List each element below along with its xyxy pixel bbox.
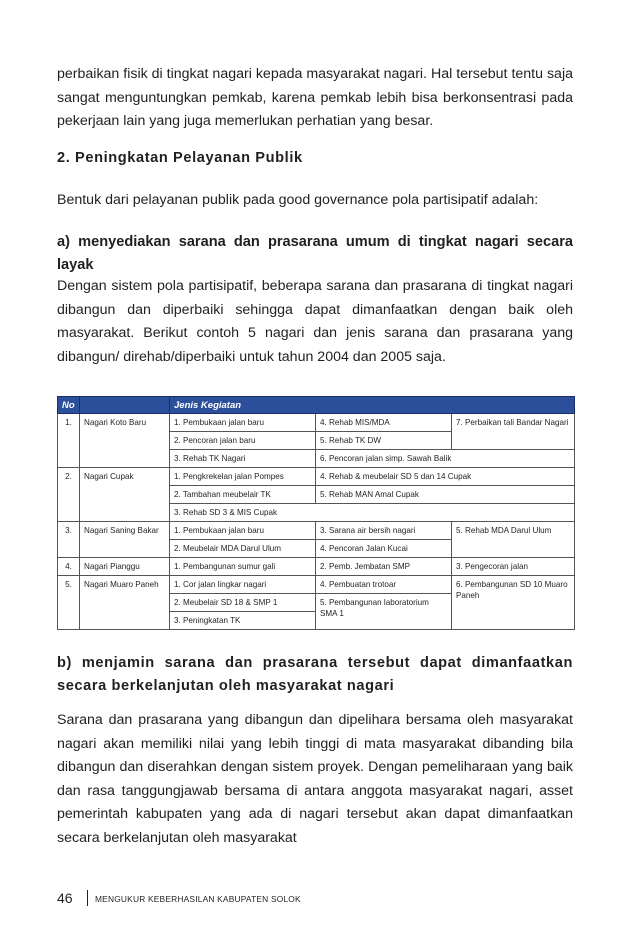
cell-activity: 3. Sarana air bersih nagari — [316, 522, 452, 540]
cell-activity: 5. Rehab MDA Darul Ulum — [452, 522, 575, 558]
header-jenis-kegiatan: Jenis Kegiatan — [170, 397, 575, 414]
footer-divider — [87, 890, 88, 906]
table-row — [58, 414, 575, 432]
section-heading-text: 2. Peningkatan Pelayanan Publik — [57, 150, 303, 166]
cell-activity: 4. Pembuatan trotoar — [316, 576, 452, 594]
paragraph-partisipatif — [57, 275, 573, 369]
header-spacer — [80, 397, 170, 414]
cell-nagari: Nagari Saning Bakar — [80, 522, 170, 558]
cell-no: 4. — [58, 558, 80, 576]
cell-activity: 3. Rehab TK Nagari — [170, 450, 316, 468]
subheading-a — [57, 231, 573, 277]
cell-activity: 4. Rehab MIS/MDA — [316, 414, 452, 432]
cell-activity: 2. Meubelair SD 18 & SMP 1 — [170, 594, 316, 612]
cell-activity: 4. Pencoran Jalan Kucai — [316, 540, 452, 558]
paragraph-berkelanjutan-text: Sarana dan prasarana yang dibangun dan dipelihara bersama oleh masyarakat nagari akan memiliki nilai yang lebih tinggi di mata masyarakat dibanding bila dibangun dan diserahkan dengan sistem proyek. Dengan pemeliharaan yang baik dan rasa tanggungjawab bersama di antara anggota masyarakat nagari, asset pemerintah kabupaten yang ada di nagari tersebut akan dapat dimanfaatkan secara berkelanjutan oleh masyarakat — [57, 712, 573, 846]
cell-activity: 1. Pembukaan jalan baru — [170, 522, 316, 540]
cell-activity: 3. Pengecoran jalan — [452, 558, 575, 576]
cell-activity: 5. Rehab TK DW — [316, 432, 452, 450]
paragraph-pelayanan-text: Bentuk dari pelayanan publik pada good governance pola partisipatif adalah: — [57, 192, 539, 208]
cell-activity: 5. Pembangunan laboratorium SMA 1 — [316, 594, 452, 630]
cell-activity: 2. Tambahan meubelair TK — [170, 486, 316, 504]
table-header-row — [58, 397, 575, 414]
page-number: 46 — [57, 890, 73, 906]
activities-table-wrapper — [57, 396, 574, 630]
cell-nagari: Nagari Muaro Paneh — [80, 576, 170, 630]
cell-activity: 2. Pemb. Jembatan SMP — [316, 558, 452, 576]
table-row — [58, 522, 575, 540]
paragraph-pelayanan — [57, 189, 573, 213]
paragraph-partisipatif-text: Dengan sistem pola partisipatif, beberapa sarana dan prasarana di tingkat nagari dibangun dan diperbaiki sehingga dapat dimanfaatkan dengan baik oleh masyarakat. Berikut contoh 5 nagari dan jenis sarana dan prasarana yang dibangun/ direhab/diperbaiki untuk tahun 2004 dan 2005 saja. — [57, 278, 573, 365]
cell-nagari: Nagari Pianggu — [80, 558, 170, 576]
section-heading — [57, 147, 573, 170]
footer-title: MENGUKUR KEBERHASILAN KABUPATEN SOLOK — [95, 894, 301, 904]
subheading-a-text: a) menyediakan sarana dan prasarana umum di tingkat nagari secara layak — [57, 234, 573, 273]
table-row — [58, 576, 575, 594]
paragraph-berkelanjutan — [57, 709, 573, 850]
cell-activity: 5. Rehab MAN Amal Cupak — [316, 486, 575, 504]
cell-no: 1. — [58, 414, 80, 468]
paragraph-intro — [57, 63, 573, 134]
cell-activity: 1. Pembangunan sumur gali — [170, 558, 316, 576]
cell-nagari: Nagari Cupak — [80, 468, 170, 522]
cell-activity: 6. Pembangunan SD 10 Muaro Paneh — [452, 576, 575, 630]
activities-table — [57, 396, 575, 630]
page-footer — [57, 888, 577, 908]
cell-activity: 2. Meubelair MDA Darul Ulum — [170, 540, 316, 558]
cell-activity: 7. Perbaikan tali Bandar Nagari — [452, 414, 575, 450]
cell-no: 2. — [58, 468, 80, 522]
table-row — [58, 558, 575, 576]
cell-activity: 4. Rehab & meubelair SD 5 dan 14 Cupak — [316, 468, 575, 486]
cell-nagari: Nagari Koto Baru — [80, 414, 170, 468]
table-row — [58, 468, 575, 486]
cell-no: 5. — [58, 576, 80, 630]
cell-activity: 3. Rehab SD 3 & MIS Cupak — [170, 504, 575, 522]
cell-no: 3. — [58, 522, 80, 558]
subheading-b-text: b) menjamin sarana dan prasarana tersebut dapat dimanfaatkan secara berkelanjutan oleh masyarakat nagari — [57, 655, 573, 694]
paragraph-intro-text: perbaikan fisik di tingkat nagari kepada masyarakat nagari. Hal tersebut tentu saja sangat menguntungkan pemkab, karena pemkab lebih bisa berkonsentrasi pada pekerjaan lain yang juga memerlukan perhatian yang besar. — [57, 66, 573, 129]
cell-activity: 1. Pengkrekelan jalan Pompes — [170, 468, 316, 486]
cell-activity: 1. Pembukaan jalan baru — [170, 414, 316, 432]
header-no: No — [58, 397, 80, 414]
subheading-b — [57, 652, 573, 698]
cell-activity: 1. Cor jalan lingkar nagari — [170, 576, 316, 594]
cell-activity: 6. Pencoran jalan simp. Sawah Balik — [316, 450, 575, 468]
cell-activity: 2. Pencoran jalan baru — [170, 432, 316, 450]
cell-activity: 3. Peningkatan TK — [170, 612, 316, 630]
